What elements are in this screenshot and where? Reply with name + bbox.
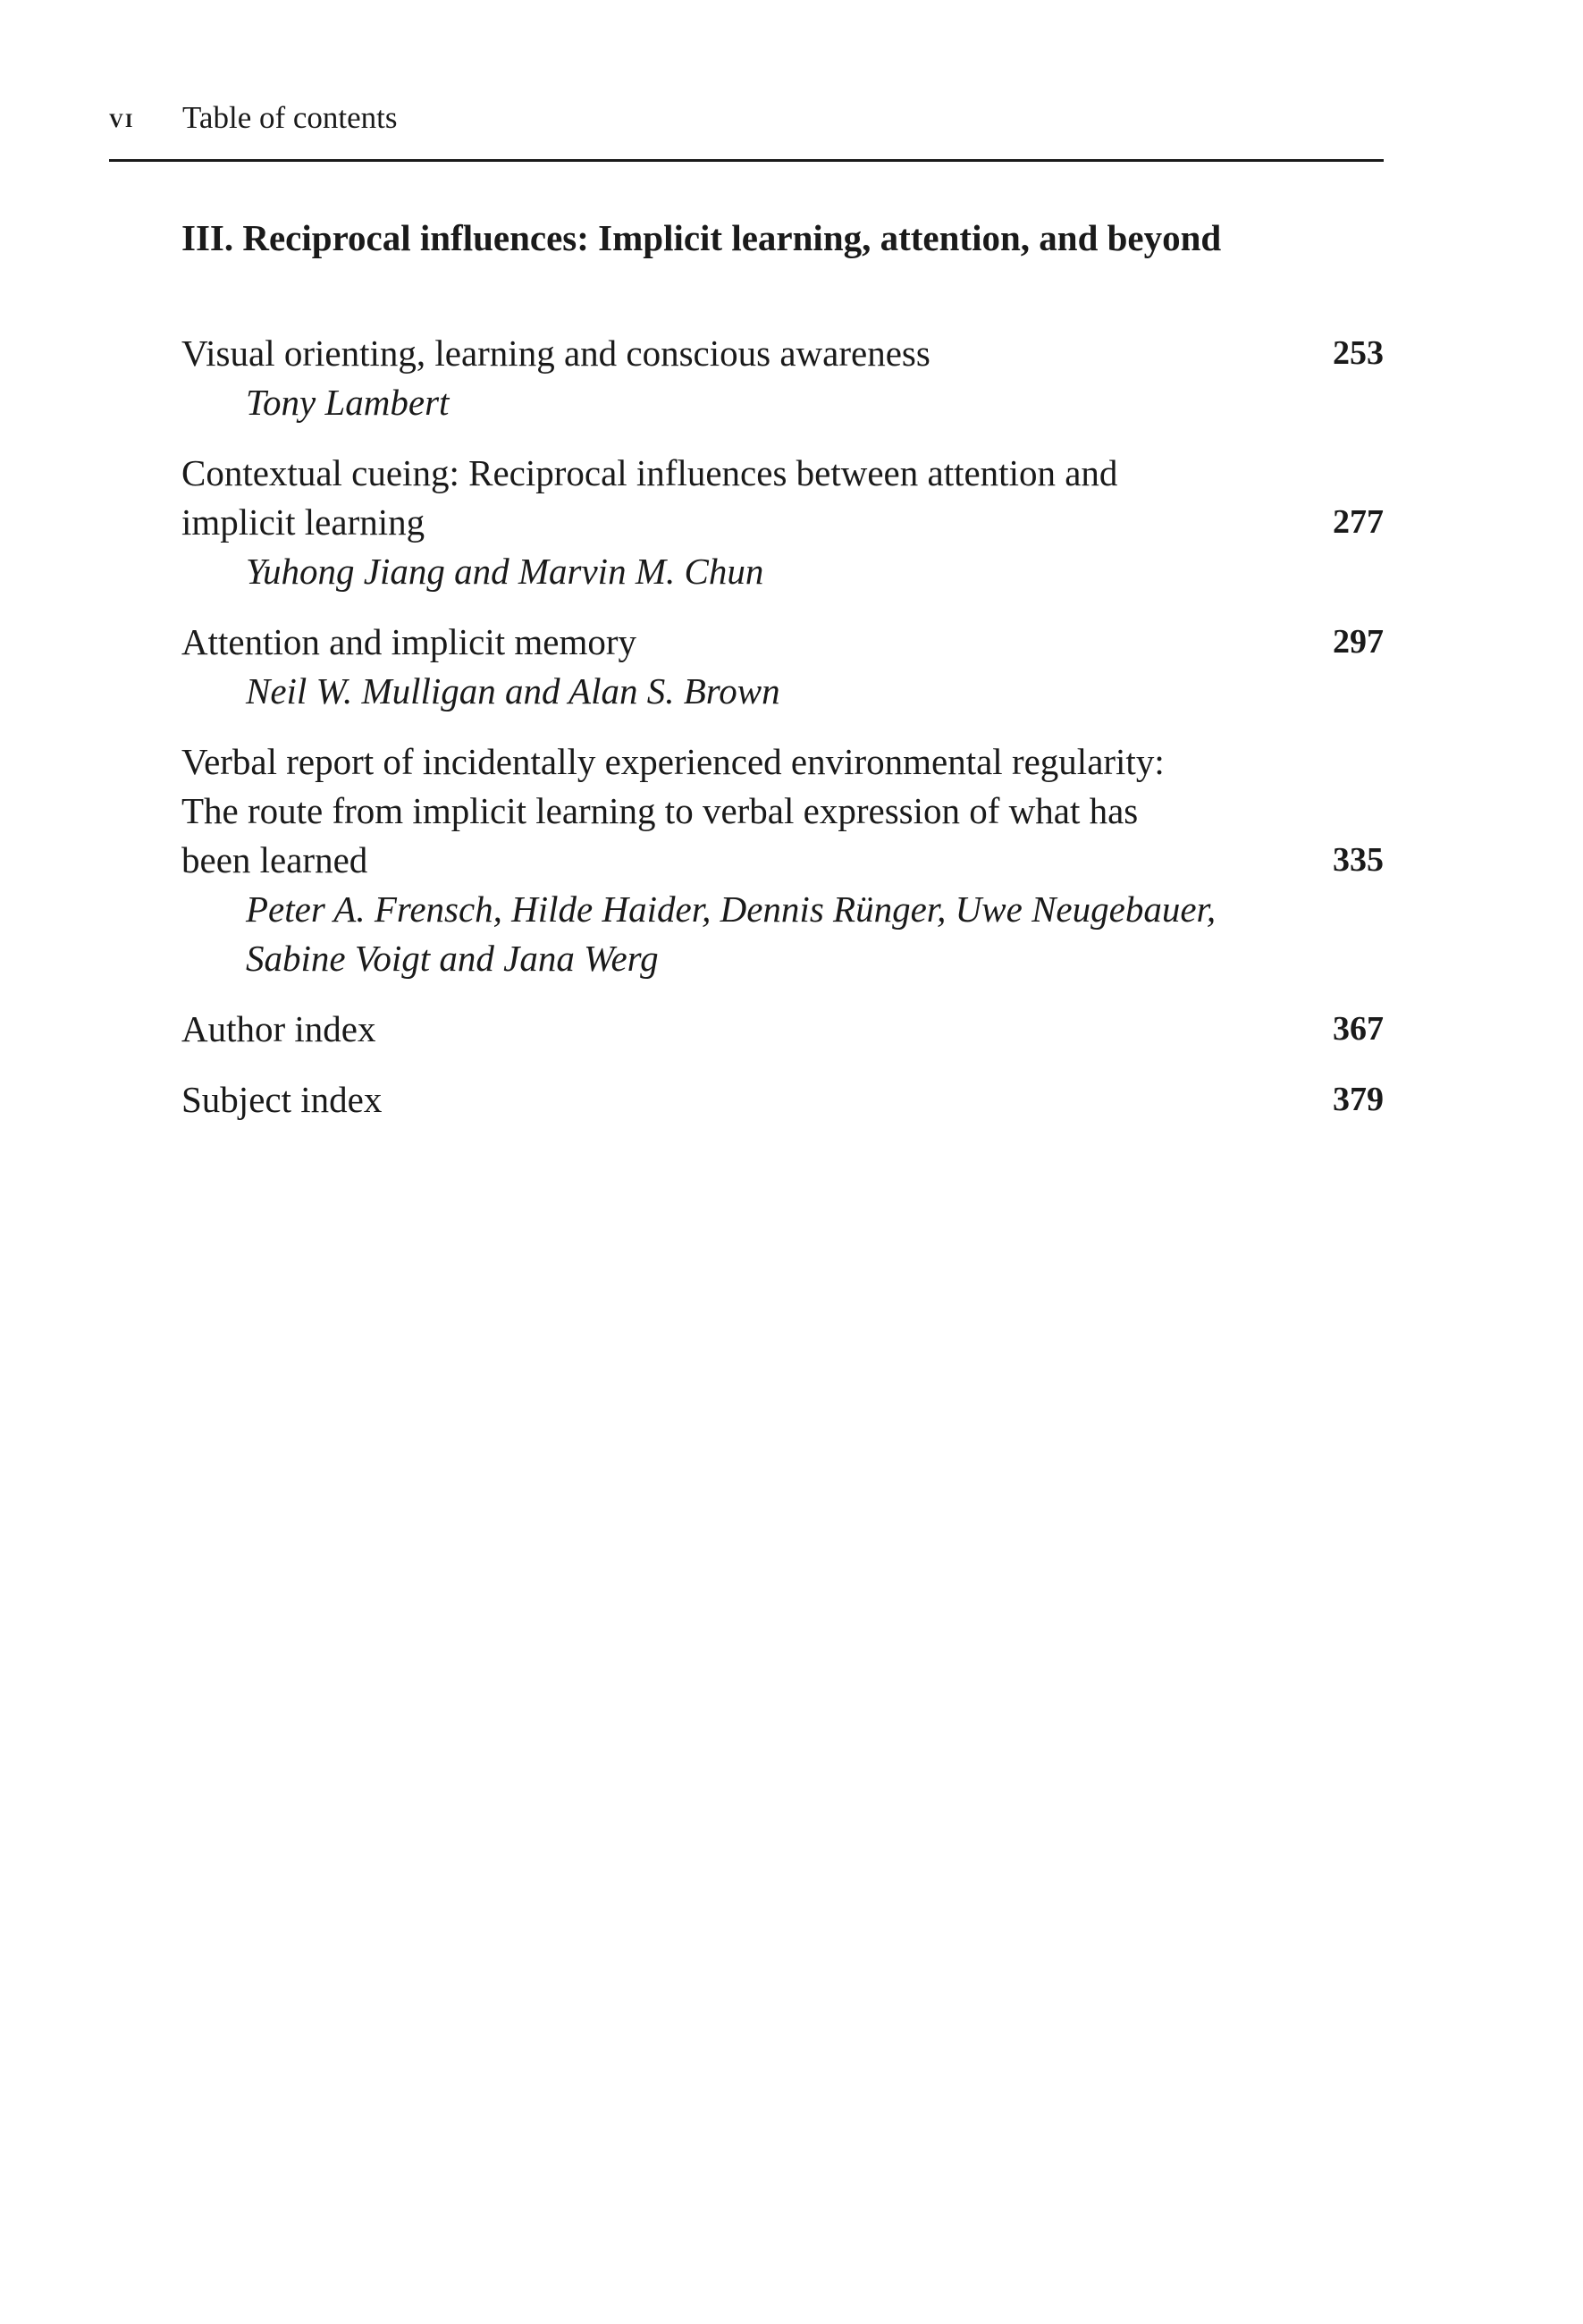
entry-page-number: 297 <box>1333 623 1384 661</box>
toc-entry[interactable] <box>181 449 1384 596</box>
entry-authors: Neil W. Mulligan and Alan S. Brown <box>246 670 780 712</box>
entry-authors: Peter A. Frensch, Hilde Haider, Dennis Rünger, Uwe Neugebauer, <box>246 888 1217 930</box>
running-title: Table of contents <box>182 100 398 135</box>
entry-title: implicit learning <box>181 501 425 543</box>
entry-title: Author index <box>181 1008 376 1049</box>
entry-title: been learned <box>181 839 368 880</box>
entry-title: Contextual cueing: Reciprocal influences between attention and <box>181 452 1118 493</box>
entry-page-number: 253 <box>1333 334 1384 372</box>
entry-title: Subject index <box>181 1079 383 1120</box>
entry-page-number: 367 <box>1333 1010 1384 1048</box>
part-title: III. Reciprocal influences: Implicit learning, attention, and beyond <box>181 217 1222 258</box>
toc-entry[interactable] <box>181 329 1384 427</box>
toc-entry[interactable] <box>181 737 1384 983</box>
toc-entry[interactable] <box>181 618 1384 716</box>
toc-entry[interactable] <box>181 1075 1384 1124</box>
toc-entry[interactable] <box>181 1005 1384 1054</box>
entry-authors: Sabine Voigt and Jana Werg <box>246 938 659 979</box>
entry-title: Attention and implicit memory <box>181 621 636 662</box>
entry-page-number: 379 <box>1333 1081 1384 1118</box>
running-header <box>109 100 1384 162</box>
entry-page-number: 277 <box>1333 503 1384 541</box>
entry-authors: Tony Lambert <box>246 382 450 423</box>
entry-title: Verbal report of incidentally experienced environmental regularity: <box>181 741 1165 782</box>
toc-list <box>181 329 1384 1146</box>
page-number: vi <box>109 102 135 133</box>
entry-page-number: 335 <box>1333 841 1384 879</box>
entry-title: The route from implicit learning to verbal expression of what has <box>181 790 1139 831</box>
entry-title: Visual orienting, learning and conscious awareness <box>181 333 930 374</box>
entry-authors: Yuhong Jiang and Marvin M. Chun <box>246 551 764 592</box>
